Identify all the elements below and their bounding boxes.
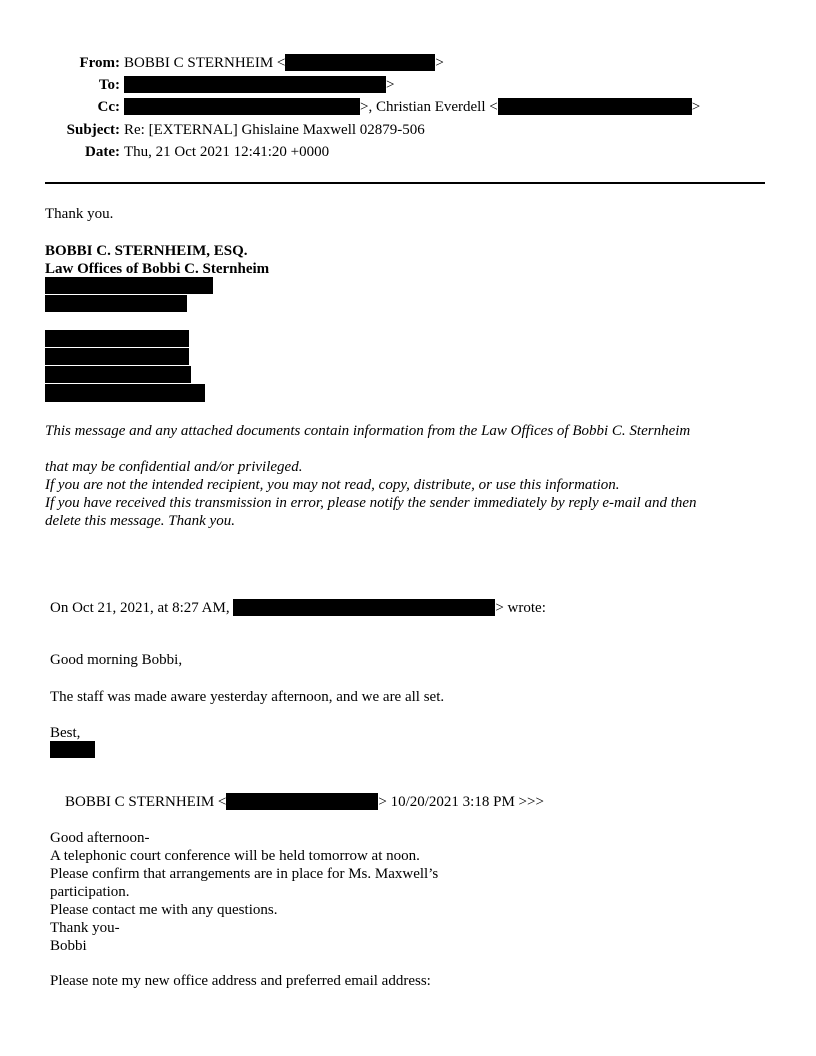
header-divider — [45, 182, 765, 184]
redaction-bar — [50, 741, 95, 758]
from-name: BOBBI C STERNHEIM < — [124, 55, 286, 71]
address-note: Please note my new office address and preferred email address: — [50, 973, 431, 989]
reply-body: The staff was made aware yesterday afternoon, and we are all set. — [50, 689, 445, 705]
quoted-intro-suffix: > wrote: — [495, 600, 546, 616]
disclaimer-line: delete this message. Thank you. — [45, 513, 235, 529]
quoted-intro — [50, 599, 546, 617]
date-value: Thu, 21 Oct 2021 12:41:20 +0000 — [124, 144, 330, 160]
disclaimer-line: If you have received this transmission in error, please notify the sender immediately by reply e-mail and then — [45, 495, 697, 511]
cc-close: > — [691, 99, 701, 115]
message-line: Thank you- — [50, 920, 120, 936]
from-label: From: — [79, 55, 120, 71]
quoted-intro-text: BOBBI C STERNHEIM < — [65, 794, 227, 810]
message-line: A telephonic court conference will be held tomorrow at noon. — [50, 848, 420, 864]
cc-mid: >, Christian Everdell < — [360, 99, 498, 115]
quoted-intro-suffix: > 10/20/2021 3:18 PM >>> — [378, 794, 544, 810]
message-line: Please confirm that arrangements are in place for Ms. Maxwell’s — [50, 866, 439, 882]
cc-label: Cc: — [97, 99, 120, 115]
signature-name: BOBBI C. STERNHEIM, ESQ. — [45, 243, 248, 259]
to-row — [0, 76, 780, 94]
disclaimer-line: If you are not the intended recipient, you may not read, copy, distribute, or use this information. — [45, 477, 620, 493]
redaction-bar — [45, 348, 189, 365]
to-close: > — [386, 77, 395, 93]
disclaimer-line: This message and any attached documents contain information from the Law Offices of Bobbi C. Sternheim — [45, 423, 691, 439]
redaction-bar — [45, 295, 187, 312]
subject-value: Re: [EXTERNAL] Ghislaine Maxwell 02879-506 — [124, 122, 425, 138]
date-label: Date: — [85, 144, 120, 160]
message-line: Good afternoon- — [50, 830, 150, 846]
from-row — [0, 54, 780, 72]
reply-closing: Best, — [50, 725, 81, 741]
redaction-bar — [124, 98, 360, 115]
redaction-bar — [226, 793, 378, 810]
redaction-bar — [233, 599, 495, 616]
signature-firm: Law Offices of Bobbi C. Sternheim — [45, 261, 270, 277]
reply-greeting: Good morning Bobbi, — [50, 652, 183, 668]
quoted-intro-text: On Oct 21, 2021, at 8:27 AM, — [50, 600, 230, 616]
disclaimer-line: that may be confidential and/or privileged. — [45, 459, 303, 475]
date-row — [0, 143, 780, 161]
redaction-bar — [124, 76, 386, 93]
redaction-bar — [45, 277, 213, 294]
redaction-bar — [498, 98, 692, 115]
redaction-bar — [285, 54, 435, 71]
subject-label: Subject: — [66, 122, 120, 138]
greeting: Thank you. — [45, 206, 114, 222]
redaction-bar — [45, 384, 205, 402]
quoted-intro — [65, 793, 544, 811]
message-line: Bobbi — [50, 938, 87, 954]
to-label: To: — [98, 77, 120, 93]
redaction-bar — [45, 330, 189, 347]
cc-row — [0, 98, 780, 116]
message-line: participation. — [50, 884, 130, 900]
from-close: > — [435, 55, 444, 71]
subject-row — [0, 121, 780, 139]
message-line: Please contact me with any questions. — [50, 902, 278, 918]
redaction-bar — [45, 366, 191, 383]
